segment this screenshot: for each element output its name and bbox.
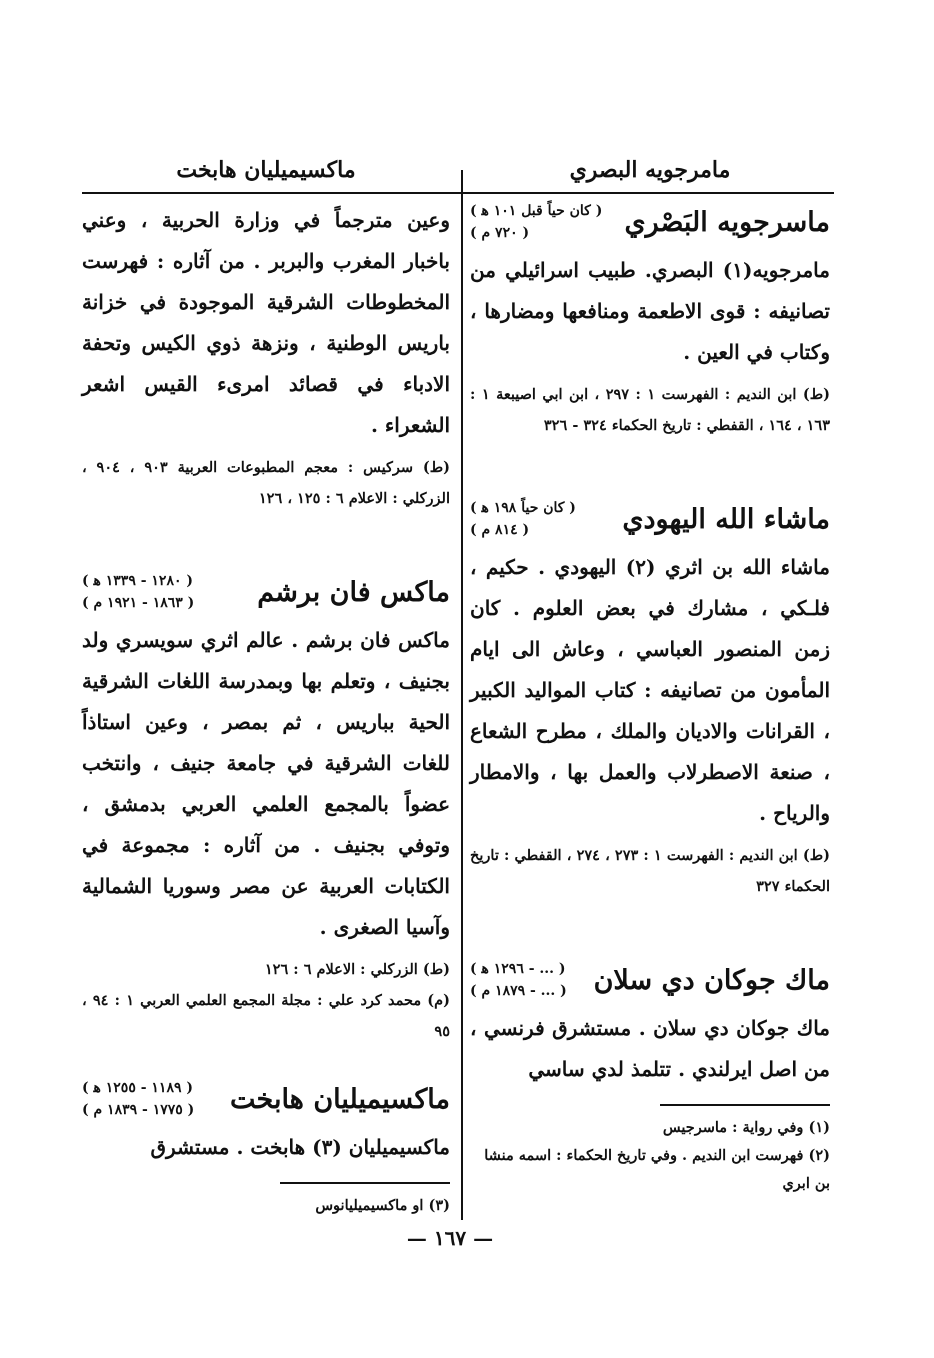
- hijri-date: ( ... - ١٢٩٦ ﻫ ): [470, 961, 566, 977]
- entry-text: ماشاء الله بن اثري (٢) اليهودي . حكيم ، فلـكي ، مشارك في بعض العلوم . كان زمن المنصور العباسي ، وعاش الى ايام المأمون من تصانيفه : كتاب المواليد الكبير ، القرانات والاديان والملك ، مطرح الشعاع ، صنعة الاصطرلاب والعمل بها ، والامطار والرياح .: [470, 555, 830, 825]
- running-header-left: ماكسيميليان هابخت: [176, 157, 356, 183]
- entry-header: [470, 497, 830, 541]
- entry-sources: (ط) سركيس : معجم المطبوعات العربية ٩٠٣ ، ٩٠٤ ، الزركلي : الاعلام ٦ : ١٢٥ ، ١٢٦: [82, 459, 450, 507]
- entry-title: ماسرجويه البَصْري: [624, 206, 830, 238]
- page-number: — ١٦٧ —: [406, 1226, 494, 1250]
- entry-sources: (ط) ابن النديم : الفهرست ١ : ٢٧٣ ، ٢٧٤ ، القفطي : تاريخ الحكماء ٣٢٧: [470, 847, 830, 895]
- entry-sources: (م) محمد كرد علي : مجلة المجمع العلمي العربي ١ : ٩٤ ، ٩٥: [82, 992, 450, 1040]
- footnote: (٣) او ماكسيميليانوس: [315, 1197, 450, 1214]
- entry-title: ماكسيميليان هابخت: [230, 1083, 450, 1115]
- entry-title: ماك جوكان دي سلان: [593, 964, 830, 996]
- hijri-date: ( ١٢٨٠ - ١٣٣٩ ﻫ ): [82, 573, 193, 589]
- left-column: [82, 148, 450, 1220]
- right-column: [470, 148, 830, 1198]
- entry-sources: (ط) ابن النديم : الفهرست ١ : ٢٩٧ ، ابن ابي اصيبعة ١ : ١٦٣ ، ١٦٤ ، القفطي : تاريخ الحكماء ٣٢٤ - ٣٢٦: [470, 386, 830, 434]
- gregorian-date: ( ١٨٦٣ - ١٩٢١ م ): [82, 595, 195, 611]
- entry-header: [470, 958, 830, 1002]
- hijri-date: ( ١١٨٩ - ١٢٥٥ ﻫ ): [82, 1080, 193, 1096]
- gregorian-date: ( ٨١٤ م ): [470, 522, 530, 538]
- running-header-right: مامرجويه البصري: [569, 157, 731, 183]
- entry-header: [82, 1077, 450, 1121]
- entry-dates: [470, 958, 567, 1002]
- continued-text: وعين مترجماً في وزارة الحربية ، وعني باخبار المغرب والبربر . من آثاره : فهرست المخطوطات الشرقية الموجودة في خزانة باريس الوطنية ، ونزهة ذوي الكيس وتحفة الادباء في قصائد امرىء القيس اشعر الشعراء .: [82, 208, 450, 437]
- footnote: (١) وفي رواية : ماسرجيس: [662, 1119, 830, 1136]
- entry-text: ماكس فان برشم . عالم اثري سويسري ولد بجنيف ، وتعلم بها وبمدرسة اللغات الشرقية الحية بباريس ، ثم بمصر ، وعين استاذاً للغات الشرقية في جامعة جنيف ، وانتخب عضواً بالمجمع العلمي العربي بدمشق ، وتوفي بجنيف . من آثاره : مجموعة في الكتابات العربية عن مصر وسوريا الشمالية وآسيا الصغرى .: [82, 628, 450, 939]
- entry-text: ماك جوكان دي سلان . مستشرق فرنسي ، من اصل ايرلندي . تتلمذ لدي ساسي: [470, 1016, 830, 1081]
- footnote-rule: [280, 1182, 450, 1184]
- entry-title: ماشاء الله اليهودي: [622, 503, 830, 535]
- entry-dates: [470, 200, 602, 244]
- entry-text: مامرجويه(١) البصري. طبيب اسرائيلي من تصانيفه : قوى الاطعمة ومنافعها ومضارها ، وكتاب في العين .: [470, 258, 830, 364]
- entry-header: [82, 570, 450, 614]
- column-divider: [461, 170, 463, 1220]
- entry-header: [470, 200, 830, 244]
- hijri-date: ( كان حياً قبل ١٠١ ﻫ ): [470, 203, 603, 219]
- gregorian-date: ( ٧٢٠ م ): [470, 225, 530, 241]
- entry-dates: [470, 497, 576, 541]
- hijri-date: ( كان حياً ١٩٨ ﻫ ): [470, 500, 576, 516]
- entry-dates: [82, 1077, 194, 1121]
- footnote: (٢) فهرست ابن النديم . وفي تاريخ الحكماء : اسمه منشا بن ابري: [484, 1147, 830, 1192]
- gregorian-date: ( ... - ١٨٧٩ م ): [470, 983, 567, 999]
- entry-sources: (ط) الزركلي : الاعلام ٦ : ١٢٦: [264, 961, 450, 978]
- footnote-rule: [660, 1104, 830, 1106]
- entry-title: ماكس فان برشم: [257, 576, 450, 608]
- entry-text: ماكسيميليان (٣) هابخت . مستشرق: [150, 1135, 450, 1159]
- gregorian-date: ( ١٧٧٥ - ١٨٣٩ م ): [82, 1102, 195, 1118]
- entry-dates: [82, 570, 194, 614]
